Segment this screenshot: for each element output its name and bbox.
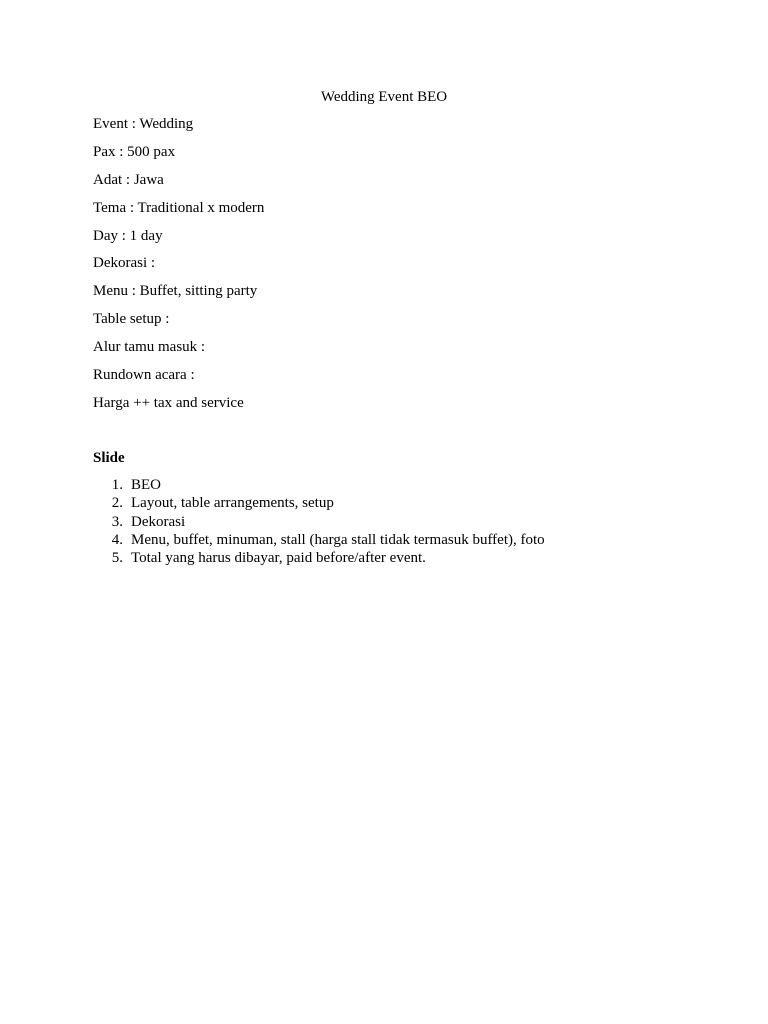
slide-list-item xyxy=(93,494,545,512)
list-number: 1. xyxy=(111,477,123,493)
slide-list-item xyxy=(93,513,545,531)
field-event: Event : Wedding xyxy=(93,116,194,132)
list-number: 3. xyxy=(111,513,123,530)
field-dekorasi: Dekorasi : xyxy=(93,255,156,272)
field-harga: Harga ++ tax and service xyxy=(93,394,244,411)
field-adat: Adat : Jawa xyxy=(93,171,164,188)
event-fields xyxy=(93,115,264,422)
slide-heading: Slide xyxy=(93,450,125,466)
list-item-text: Menu, buffet, minuman, stall (harga stall tidak termasuk buffet), foto xyxy=(131,531,545,548)
list-item-text: Dekorasi xyxy=(131,513,186,530)
slide-list-item xyxy=(93,549,545,567)
list-number: 4. xyxy=(111,531,123,548)
field-pax: Pax : 500 pax xyxy=(93,143,176,160)
document-title: Wedding Event BEO xyxy=(320,89,448,105)
field-table-setup: Table setup : xyxy=(93,311,170,328)
field-rundown: Rundown acara : xyxy=(93,367,195,384)
field-tema: Tema : Traditional x modern xyxy=(93,199,265,216)
list-number: 5. xyxy=(111,550,123,567)
list-item-text: BEO xyxy=(131,477,161,493)
list-number: 2. xyxy=(111,495,123,512)
slide-list-item xyxy=(93,476,545,494)
slide-list xyxy=(93,476,545,567)
list-item-text: Layout, table arrangements, setup xyxy=(131,495,334,512)
field-alur-tamu: Alur tamu masuk : xyxy=(93,339,206,356)
list-item-text: Total yang harus dibayar, paid before/after event. xyxy=(131,550,426,567)
field-day: Day : 1 day xyxy=(93,227,163,244)
slide-list-item xyxy=(93,531,545,549)
field-menu: Menu : Buffet, sitting party xyxy=(93,283,258,300)
